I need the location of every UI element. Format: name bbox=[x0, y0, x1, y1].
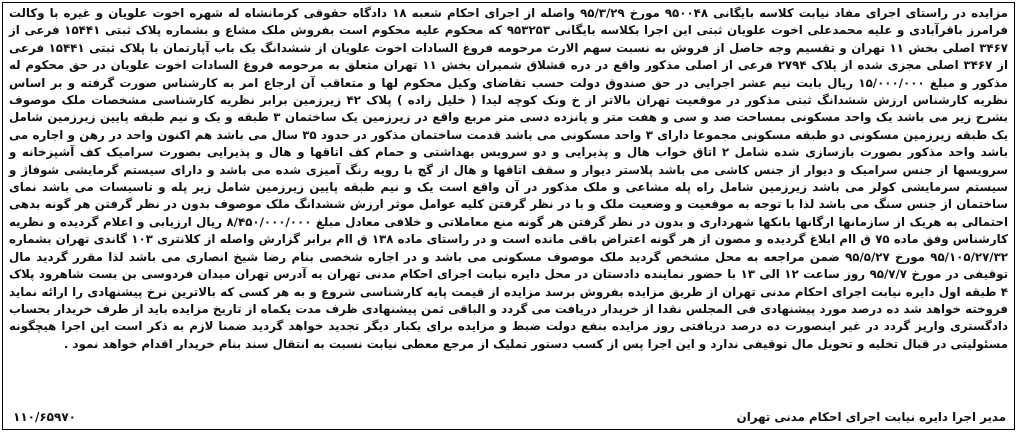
notice-signature: مدیر اجرا دایره نیابت اجرای احکام مدنی تهران bbox=[736, 410, 1006, 424]
auction-notice bbox=[2, 2, 1015, 430]
notice-reference-code: ۱۱۰/۶۵۹۷۰ bbox=[13, 410, 76, 424]
notice-body-text: مزایده در راستای اجرای مفاد نیابت کلاسه بایگانی ۹۵۰۰۴۸ مورخ ۹۵/۳/۲۹ واصله از اجرای احکام شعبه ۱۸ دادگاه حقوقی کرمانشاه له شهره اخوت علویان و غیره با وکالت فرامرز باقرآبادی و علیه محمدعلی اخوت علویان ثبتی این اجرا بکلاسه بایگانی ۹۵۳۲۵۳ که محکوم علیه محکوم است بفروش ملک مشاع و بشماره پلاک ثبتی ۱۵۴۴۱ فرعی از ۳۴۶۷ اصلی بخش ۱۱ تهران و تقسیم وجه حاصل از فروش به نسبت سهم الارث مرحومه فروغ السادات اخوت علویان از ششدانگ یک باب آپارتمان با پلاک ثبتی ۱۵۴۴۱ فرعی از ۳۴۶۷ اصلی مجزی شده از پلاک ۲۷۹۴ فرعی از اصلی مذکور واقع در دره قشلاق شمیران بخش ۱۱ تهران متعلق به مرحومه فروغ السادات اخوت علویان در حق محکوم له مذکور و مبلغ ۱۵/۰۰۰/۰۰۰ ریال بابت نیم عشر اجرایی در حق صندوق دولت حسب تقاضای وکیل محکوم لها و متعاقب آن ارجاع امر به کارشناس صورت گرفته و بر اساس نظریه کارشناس ارزش ششدانگ ثبتی مذکور در موقعیت تهران بالاتر از خ ونک کوچه لیدا ( خلیل زاده ) پلاک ۴۲ زیرزمین برابر نظریه کارشناسی مشخصات ملک موصوف بشرح زیر می باشد یک واحد مسکونی بمساحت صد و سی و هفت متر و پانزده دسی متر مربع واقع در زیرزمین یک ساختمان ۳ طبقه و یک و نیم طبقه پایین زیرزمین شامل یک طبقه زیرزمین مسکونی دو طبقه مسکونی مجموعا دارای ۳ واحد مسکونی می باشد قدمت ساختمان مذکور در حدود ۳۵ سال می باشد هم اکنون واحد در رهن و اجاره می باشد واحد مذکور بصورت بازسازی شده شامل ۲ اتاق خواب هال و پذیرایی و دو سرویس بهداشتی و حمام کف اتاقها و هال و پذیرایی بصورت سرامیک کف آشپزخانه و سرویسها از جنس سرامیک و دیوار از جنس کاشی می باشد پلاستر دیوار و سقف اتاقها و هال از گچ با رویه رنگ آمیزی شده می باشد و دارای سیستم گرمایشی شوفاژ و سیستم سرمایشی کولر می باشد زیرزمین شامل راه پله مشاعی و ملک مذکور در آن واقع است یک و نیم طبقه پایین زیرزمین شامل زیر پله و تاسیسات می باشد نمای ساختمان از جنس سنگ می باشد لذا با توجه به موقعیت و وضعیت ملک و با در نظر گرفتن کلیه عوامل موثر ارزش ششدانگ ملک موصوف بدون در نظر گرفتن هر گونه بدهی احتمالی به هریک از سازمانها ارگانها بانکها شهرداری و بدون در نظر گرفتن هر گونه منع معاملاتی و خلافی معادل مبلغ ۸/۴۵۰/۰۰۰/۰۰۰ ریال ارزیابی و اعلام گردیده و نظریه کارشناس وفق ماده ۷۵ ق اام ابلاغ گردیده و مصون از هر گونه اعتراض باقی مانده است و در راستای ماده ۱۳۸ ق اام برابر گزارش واصله از کلانتری ۱۰۳ گاندی تهران بشماره ۹۵/۱۰۵/۲۷/۳۲ مورخ ۹۵/۵/۲۷ ضمن مراجعه به محل مشخص گردید ملک موصوف مسکونی می باشد و در اجاره شخصی بنام رضا شیخ انصاری می باشد لذا مقرر گردید مال توقیفی در مورخ ۹۵/۷/۷ روز ساعت ۱۲ الی ۱۳ با حضور نماینده دادستان در محل دایره نیابت اجرای احکام مدنی تهران به آدرس تهران میدان فردوسی بن بست شاهرود پلاک ۴ طبقه اول دایره نیابت اجرای احکام مدنی تهران از طریق مزایده بفروش برسد مزایده از قیمت پایه کارشناسی شروع و به هر کسی که بالاترین نرخ پیشنهادی را ارائه نماید فروخته خواهد شد ده درصد مورد پیشنهادی فی المجلس نقدا از خریدار دریافت می گردد و الباقی ثمن پیشنهادی ظرف مدت یکماه از تاریخ مزایده باید از طرف خریدار بحساب دادگستری واریز گردد در غیر اینصورت ده درصد دریافتی روز مزایده بنفع دولت ضبط و مزایده برای یکبار دیگر تجدید خواهد گردید ضمنا لازم به ذکر است این اجرا هیچگونه مسئولیتی در قبال تخلیه و تحویل مال توقیفی ندارد و این اجرا پس از کسب دستور تملیک از مرجع معطی نیابت نسبت به انتقال سند بنام خریدار اقدام خواهد نمود . bbox=[9, 6, 1009, 351]
